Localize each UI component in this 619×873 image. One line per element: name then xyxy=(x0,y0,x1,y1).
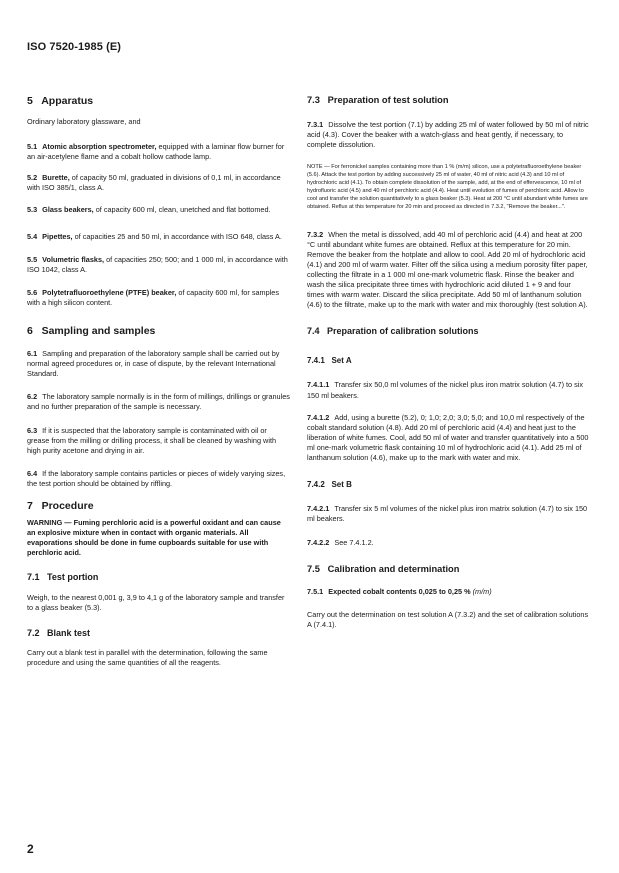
clause-7-4-1-2-number: 7.4.1.2 xyxy=(307,412,330,422)
clause-5-3-number: 5.3 xyxy=(27,205,38,215)
clause-5-6 xyxy=(27,288,291,308)
clause-7-4-1-heading: 7.4.1 Set A xyxy=(307,356,352,366)
right-column xyxy=(307,95,589,630)
clause-5-5-number: 5.5 xyxy=(27,254,38,264)
clause-6-4-number: 6.4 xyxy=(27,468,38,478)
clause-6-2-text: The laboratory sample normally is in the form of millings, drillings or granules and no further preparation of the sample is necessary. xyxy=(27,392,290,412)
clause-5-2-text: of capacity 50 ml, graduated in divisions of 0,1 ml, in accordance with ISO 385/1, class A. xyxy=(27,173,281,193)
clause-7-2-text: Carry out a blank test in parallel with the determination, following the same procedure and using the same quantities of all the reagents. xyxy=(27,647,268,667)
clause-6-2-number: 6.2 xyxy=(27,392,38,402)
ferronickel-note: NOTE — For ferronickel samples containing more than 1 % (m/m) silicon, use a polytetrafluoroethylene beaker (5.6). Attack the test portion by adding successively 25 ml of water, 40 ml of nitric acid (4.3) and 10 ml of hydrochloric acid (4.1). To obtain complete dissolution of the sample, add, at the end of effervescence, 10 ml of hydrofluoric acid (4.5) and 40 ml of perchloric acid (4.4). Heat until evolution of fumes of perchloric acid. Allow to cool and transfer the solution quantitatively to a glass beaker (5.3). Heat at 200 °C until abundant white fumes are obtained. Reflux at this temperature for 20 min and proceed as directed in 7.3.2, "Remove the beaker...". xyxy=(307,164,588,210)
clause-7-5-1-head: Expected cobalt contents 0,025 to 0,25 % xyxy=(328,587,471,597)
section-6-heading: 6 Sampling and samples xyxy=(27,325,156,338)
clause-5-5 xyxy=(27,255,291,275)
clause-5-5-text: of capacities 250; 500; and 1 000 ml, in accordance with ISO 1042, class A. xyxy=(27,254,288,274)
page-number: 2 xyxy=(27,842,34,856)
clause-5-4-head: Pipettes, xyxy=(42,231,73,241)
clause-5-1-text: equipped with a laminar flow burner for an air-acetylene flame and a cobalt hollow cathode lamp. xyxy=(27,142,285,162)
clause-7-5-1-heading xyxy=(307,587,589,597)
clause-7-3-2-number: 7.3.2 xyxy=(307,229,324,239)
clause-7-5-1-text: Carry out the determination on test solution A (7.3.2) and the set of calibration solutions A (7.4.1). xyxy=(307,609,589,629)
clause-7-4-2-2-number: 7.4.2.2 xyxy=(307,538,330,548)
clause-7-5-heading: 7.5 Calibration and determination xyxy=(307,564,460,575)
clause-7-3-heading: 7.3 Preparation of test solution xyxy=(307,95,449,105)
clause-5-2-head: Burette, xyxy=(42,173,70,183)
clause-5-6-head: Polytetrafluoroethylene (PTFE) beaker, xyxy=(42,287,177,297)
clause-5-1-number: 5.1 xyxy=(27,142,38,152)
clause-7-4-1-2 xyxy=(307,413,589,463)
perchloric-warning: WARNING — Fuming perchloric acid is a powerful oxidant and can cause an explosive mixture when in contact with organic materials. All evaporations should be done in fume cupboards suitable for use with perchloric acid. xyxy=(27,517,281,558)
clause-7-5-1-number: 7.5.1 xyxy=(307,587,324,597)
clause-5-3 xyxy=(27,205,291,215)
clause-5-3-head: Glass beakers, xyxy=(42,205,94,215)
clause-6-3-text: If it is suspected that the laboratory sample is contaminated with oil or grease from the milling or drilling process, it shall be cleaned by washing with high purity acetone and drying in air. xyxy=(27,425,277,455)
clause-7-3-1 xyxy=(307,120,589,150)
clause-7-4-2-heading: 7.4.2 Set B xyxy=(307,480,352,490)
clause-6-4 xyxy=(27,469,291,489)
clause-7-3-1-text: Dissolve the test portion (7.1) by adding 25 ml of water followed by 50 ml of nitric acid (4.3). Cover the beaker with a watch-glass and heat gently, if necessary, to complete dissolution. xyxy=(307,120,589,150)
clause-7-5-1-unit: (m/m) xyxy=(472,587,492,597)
clause-5-4-text: of capacities 25 and 50 ml, in accordance with ISO 648, class A. xyxy=(74,231,282,241)
clause-5-2-number: 5.2 xyxy=(27,173,38,183)
clause-7-4-2-2 xyxy=(307,538,589,548)
standard-reference: ISO 7520-1985 (E) xyxy=(27,41,122,53)
section-5-heading: 5 Apparatus xyxy=(27,95,94,107)
clause-6-1-number: 6.1 xyxy=(27,349,38,359)
section-7-heading: 7 Procedure xyxy=(27,499,94,512)
clause-6-2 xyxy=(27,392,291,412)
clause-7-3-2-text: When the metal is dissolved, add 40 ml of perchloric acid (4.4) and heat at 200 °C until abundant white fumes are obtained. Reflux at this temperature for 20 min. Remove the beaker from the hotplate and allow to cool. Add 20 ml of hydrochloric acid (4.1) and 200 ml of warm water. Filter off the silica using a medium porosity filter paper, collecting the filtrate in a 1 000 ml one-mark volumetric flask. Rinse the beaker and wash the silica precipitate three times with hydrochloric acid diluted 1 + 9 and four times with warm water. Discard the silica precipitate. Add 50 ml of lanthanum solution (4.6) to the filtrate, make up to the mark with water and mix thoroughly (test solution A). xyxy=(307,229,588,310)
clause-5-1-head: Atomic absorption spectrometer, xyxy=(42,142,157,152)
clause-7-4-heading: 7.4 Preparation of calibration solutions xyxy=(307,326,479,337)
clause-7-1-text: Weigh, to the nearest 0,001 g, 3,9 to 4,1 g of the laboratory sample and transfer to a glass beaker (5.3). xyxy=(27,593,285,613)
clause-5-3-text: of capacity 600 ml, clean, unetched and flat bottomed. xyxy=(95,205,271,215)
clause-7-4-2-2-text: See 7.4.1.2. xyxy=(334,538,374,548)
clause-5-5-head: Volumetric flasks, xyxy=(42,254,105,264)
clause-7-4-1-1 xyxy=(307,380,589,400)
left-column xyxy=(27,95,291,668)
clause-5-4-number: 5.4 xyxy=(27,231,38,241)
clause-7-4-2-1-number: 7.4.2.1 xyxy=(307,504,330,514)
clause-6-1 xyxy=(27,349,291,379)
clause-7-2-heading: 7.2 Blank test xyxy=(27,627,91,638)
clause-5-6-text: of capacity 600 ml, for samples with a high silicon content. xyxy=(27,287,279,307)
clause-6-3-number: 6.3 xyxy=(27,425,38,435)
clause-7-4-2-1-text: Transfer six 5 ml volumes of the nickel plus iron matrix solution (4.7) to six 150 ml beakers. xyxy=(307,504,588,524)
clause-5-6-number: 5.6 xyxy=(27,287,38,297)
clause-7-3-2 xyxy=(307,230,589,311)
clause-7-4-2-1 xyxy=(307,504,589,524)
clause-7-1-heading: 7.1 Test portion xyxy=(27,572,99,583)
clause-5-1 xyxy=(27,142,291,162)
clause-6-4-text: If the laboratory sample contains particles or pieces of widely varying sizes, the test portion should be obtained by riffling. xyxy=(27,468,286,488)
apparatus-intro: Ordinary laboratory glassware, and xyxy=(27,117,141,126)
clause-7-3-1-number: 7.3.1 xyxy=(307,120,324,129)
clause-5-2 xyxy=(27,173,291,193)
clause-6-3 xyxy=(27,426,291,456)
clause-5-4 xyxy=(27,232,291,242)
clause-7-4-1-2-text: Add, using a burette (5.2), 0; 1,0; 2,0; 3,0; 5,0; and 10,0 ml respectively of the cobalt standard solution (4.8). Add 20 ml of perchloric acid (4.4) and heat just to the liberation of white fumes. Cool, add 50 ml of water and transfer quantitatively into a 500 ml one-mark volumetric flask containing 10 ml of hydrochloric acid (4.1). Add 25 ml of lanthanum solution (4.6), make up to the mark with water and mix. xyxy=(307,412,589,463)
clause-6-1-text: Sampling and preparation of the laboratory sample shall be carried out by normal agreed procedures or, in case of dispute, by the relevant International Standard. xyxy=(27,349,280,379)
clause-7-4-1-1-text: Transfer six 50,0 ml volumes of the nickel plus iron matrix solution (4.7) to six 150 ml beakers. xyxy=(307,380,584,400)
clause-7-4-1-1-number: 7.4.1.1 xyxy=(307,380,330,390)
